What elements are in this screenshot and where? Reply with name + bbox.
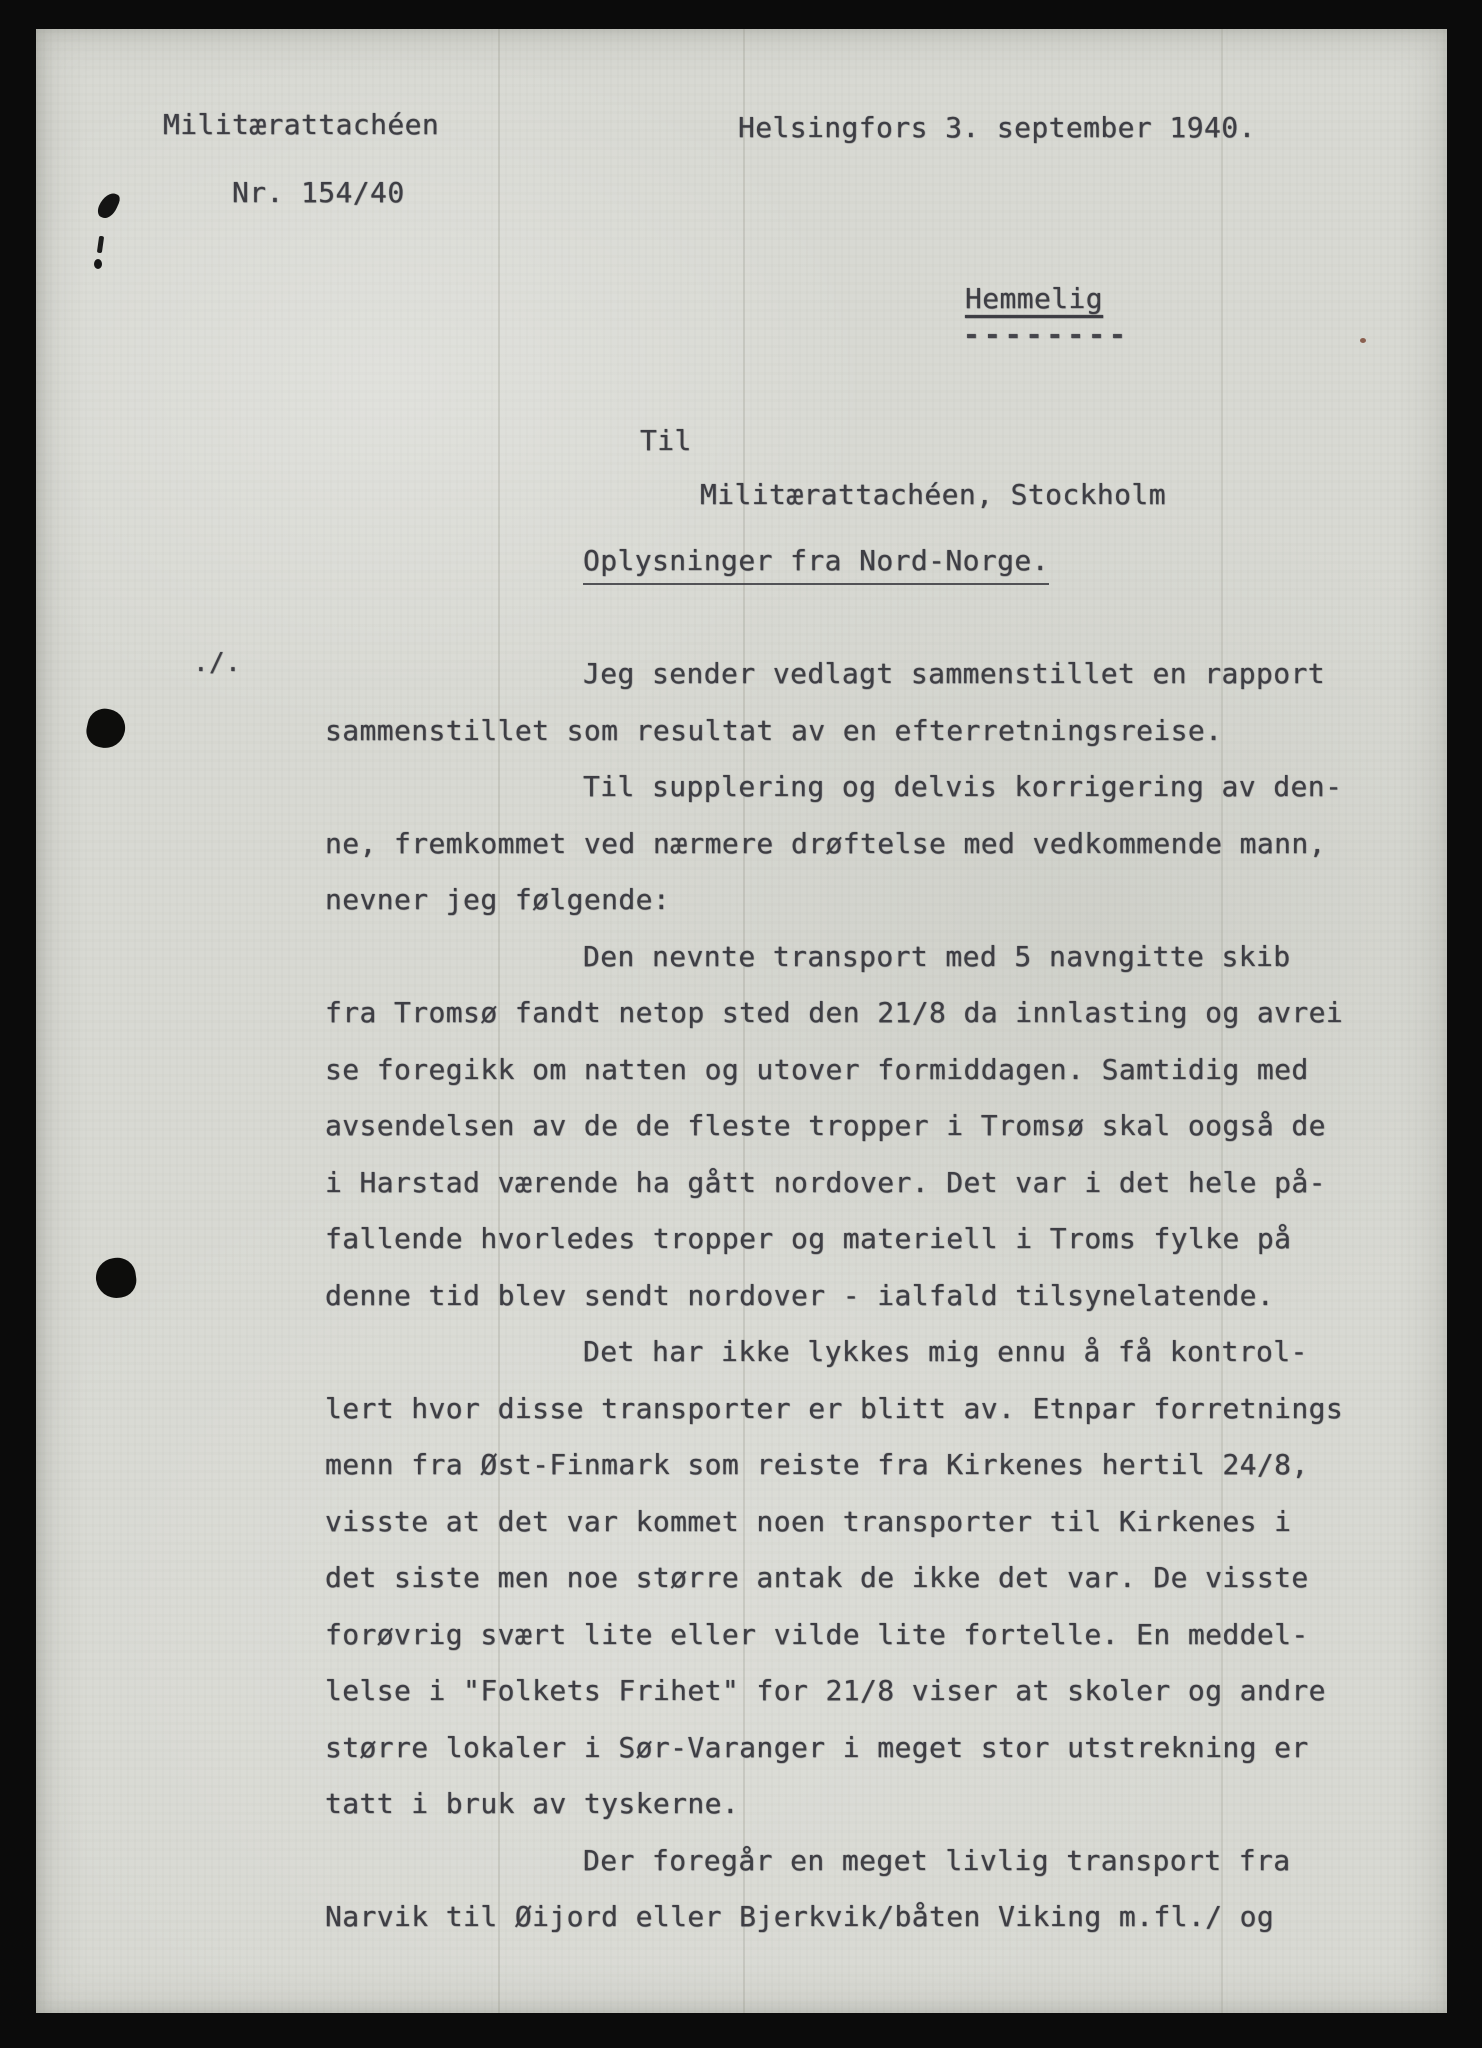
body-line: avsendelsen av de de fleste tropper i Tromsø skal oogså de bbox=[325, 1109, 1326, 1142]
body-line: lert hvor disse transporter er blitt av. Etnpar forretnings bbox=[325, 1391, 1344, 1425]
body-line: større lokaler i Sør-Varanger i meget stor utstrekning er bbox=[325, 1730, 1309, 1764]
body-line: fallende hvorledes tropper og materiell i Troms fylke på bbox=[325, 1222, 1292, 1255]
reference-number: Nr. 154/40 bbox=[232, 176, 405, 209]
enclosure-margin-mark: ./. bbox=[193, 648, 242, 678]
body-line: Jeg sender vedlagt sammenstillet en rapport bbox=[583, 657, 1326, 690]
body-line: visste at det var kommet noen transporter til Kirkenes i bbox=[325, 1504, 1292, 1538]
body-line: lelse i "Folkets Frihet" for 21/8 viser at skoler og andre bbox=[325, 1674, 1326, 1707]
body-line: Narvik til Øijord eller Bjerkvik/båten Viking m.fl./ og bbox=[325, 1900, 1275, 1933]
body-line: det siste men noe større antak de ikke det var. De visste bbox=[325, 1561, 1309, 1594]
letter-body bbox=[325, 646, 1395, 1946]
body-line: fra Tromsø fandt netop sted den 21/8 da innlasting og avrei bbox=[325, 996, 1344, 1029]
body-line: se foregikk om natten og utover formiddagen. Samtidig med bbox=[325, 1052, 1309, 1086]
body-line: tatt i bruk av tyskerne. bbox=[325, 1787, 740, 1820]
sender-title: Militærattachéen bbox=[163, 108, 440, 141]
body-line: nevner jeg følgende: bbox=[325, 883, 671, 916]
classification-underline-dashes: -------- bbox=[963, 318, 1130, 351]
body-line: ne, fremkommet ved nærmere drøftelse med vedkommende mann, bbox=[325, 826, 1326, 860]
body-line: Det har ikke lykkes mig ennu å få kontrol- bbox=[583, 1335, 1308, 1368]
recipient-to-label: Til bbox=[640, 424, 692, 457]
recipient-name: Militærattachéen, Stockholm bbox=[700, 478, 1166, 511]
dateline: Helsingfors 3. september 1940. bbox=[738, 111, 1256, 144]
body-line: i Harstad værende ha gått nordover. Det var i det hele på- bbox=[325, 1165, 1326, 1199]
classification-stamp: Hemmelig bbox=[965, 282, 1104, 315]
ink-mark bbox=[94, 259, 102, 269]
subject-heading: Oplysninger fra Nord-Norge. bbox=[583, 544, 1049, 585]
body-line: Der foregår en meget livlig transport fra bbox=[583, 1843, 1291, 1877]
body-line: Til supplering og delvis korrigering av den- bbox=[583, 770, 1343, 803]
paper-speck bbox=[1360, 338, 1366, 343]
body-line: menn fra Øst-Finmark som reiste fra Kirkenes hertil 24/8, bbox=[325, 1448, 1309, 1481]
body-line: denne tid blev sendt nordover - ialfald tilsynelatende. bbox=[325, 1278, 1275, 1312]
body-line: sammenstillet som resultat av en efterretningsreise. bbox=[325, 713, 1223, 747]
body-line: Den nevnte transport med 5 navngitte skib bbox=[583, 939, 1291, 973]
body-line: forøvrig svært lite eller vilde lite fortelle. En meddel- bbox=[325, 1617, 1309, 1651]
